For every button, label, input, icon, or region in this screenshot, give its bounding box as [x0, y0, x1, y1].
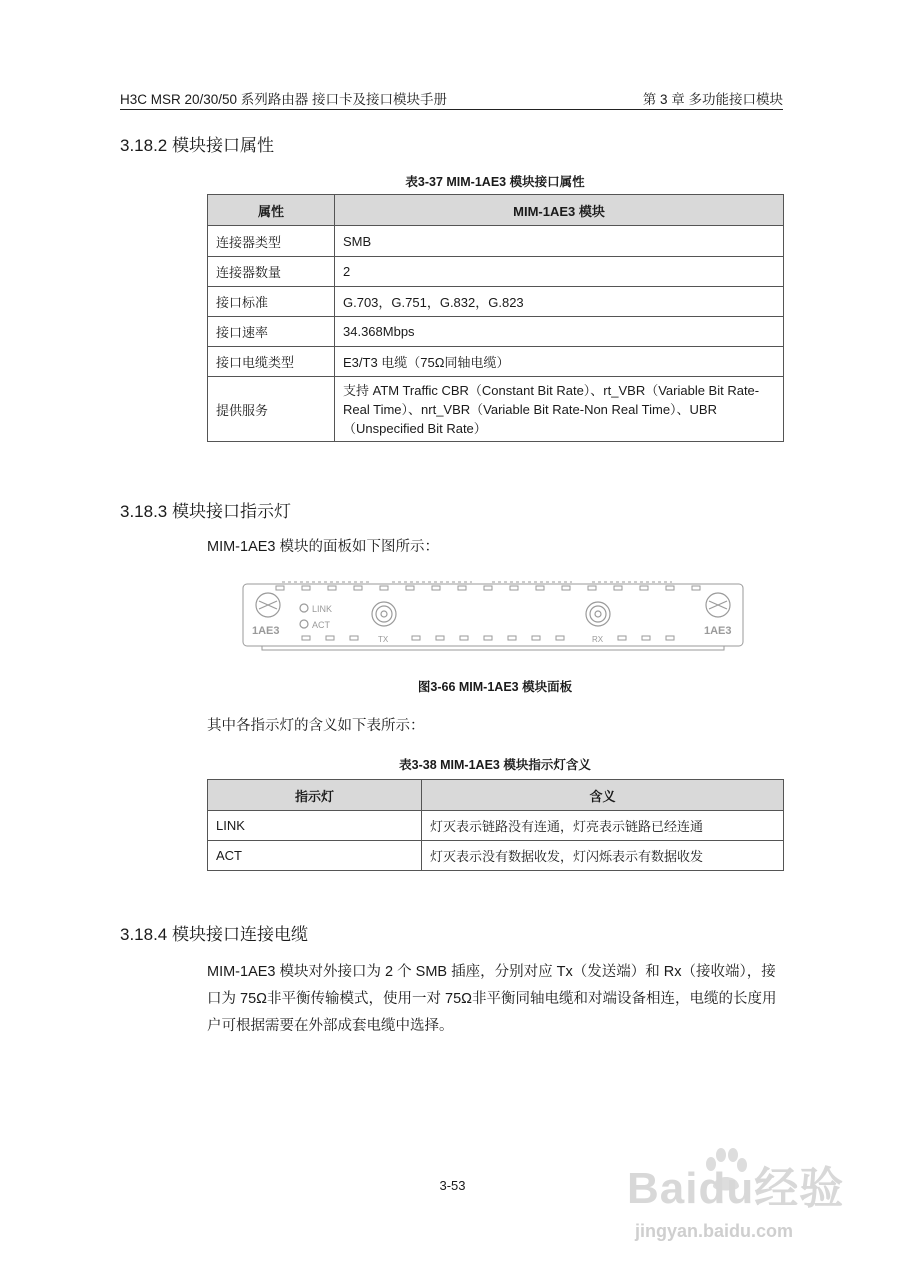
header-chapter: 第 3 章 多功能接口模块 [642, 92, 783, 107]
panel-model-label-right: 1AE3 [704, 625, 732, 637]
row-label: 连接器类型 [208, 226, 335, 257]
column-header: MIM-1AE3 模块 [335, 195, 784, 226]
row-label: 接口标准 [208, 287, 335, 317]
column-header: 属性 [208, 195, 335, 226]
table-caption-3-38: 表3-38 MIM-1AE3 模块指示灯含义 [399, 758, 591, 772]
watermark-brand: Baidu经验 [627, 1164, 845, 1213]
panel-led-link-label: LINK [312, 604, 333, 614]
table-row [208, 347, 784, 377]
section-title-3-18-3: 3.18.3 模块接口指示灯 [120, 502, 291, 521]
table-caption-3-37: 表3-37 MIM-1AE3 模块接口属性 [405, 175, 585, 189]
panel-rx-label: RX [592, 635, 604, 644]
watermark-url: jingyan.baidu.com [635, 1221, 794, 1241]
row-value: 2 [335, 257, 784, 287]
section-title-3-18-4: 3.18.4 模块接口连接电缆 [120, 925, 308, 944]
table-row [208, 226, 784, 257]
page-number: 3-53 [439, 1178, 466, 1193]
module-panel-drawing [242, 578, 744, 652]
row-value: SMB [335, 226, 784, 257]
panel-model-label-left: 1AE3 [252, 625, 280, 637]
module-panel-figure [242, 578, 744, 652]
figure-caption-3-66: 图3-66 MIM-1AE3 模块面板 [417, 680, 573, 694]
column-header: 含义 [422, 780, 784, 811]
left-screw-icon [256, 593, 280, 617]
table-row [208, 377, 784, 442]
column-header: 指示灯 [208, 780, 422, 811]
row-value: 支持 ATM Traffic CBR（Constant Bit Rate）、rt_VBR（Variable Bit Rate-Real Time）、nrt_VBR（Variable Bit Rate-Non Real Time）、UBR（Unspecified Bit Rate） [335, 377, 784, 442]
row-label: 提供服务 [208, 377, 335, 442]
row-value: 灯灭表示链路没有连通，灯亮表示链路已经连通 [422, 811, 784, 841]
panel-led-act-label: ACT [312, 620, 330, 630]
act-led-icon [300, 620, 308, 628]
row-label: 连接器数量 [208, 257, 335, 287]
table-header-row [208, 780, 784, 811]
link-led-icon [300, 604, 308, 612]
rx-connector-icon [586, 602, 610, 626]
table-row [208, 257, 784, 287]
baidu-watermark [627, 1148, 847, 1248]
panel-intro-text: MIM-1AE3 模块的面板如下图所示： [207, 539, 440, 555]
indicator-table [207, 779, 784, 871]
row-value: E3/T3 电缆（75Ω同轴电缆） [335, 347, 784, 377]
right-screw-icon [706, 593, 730, 617]
table-header-row [208, 195, 784, 226]
header-rule [120, 109, 783, 110]
row-label: 接口速率 [208, 317, 335, 347]
row-value: G.703，G.751，G.832，G.823 [335, 287, 784, 317]
table-intro-text: 其中各指示灯的含义如下表所示： [207, 718, 425, 734]
row-label: ACT [208, 841, 422, 871]
page-header [120, 88, 783, 110]
table-row [208, 317, 784, 347]
section-title-3-18-2: 3.18.2 模块接口属性 [120, 136, 274, 155]
panel-tx-label: TX [378, 635, 389, 644]
row-label: LINK [208, 811, 422, 841]
table-row [208, 841, 784, 871]
row-value: 34.368Mbps [335, 317, 784, 347]
tx-connector-icon [372, 602, 396, 626]
header-title: H3C MSR 20/30/50 系列路由器 接口卡及接口模块手册 [120, 92, 448, 107]
table-row [208, 287, 784, 317]
attributes-table [207, 194, 784, 442]
cable-paragraph: MIM-1AE3 模块对外接口为 2 个 SMB 插座，分别对应 Tx（发送端）和 Rx（接收端），接口为 75Ω非平衡传输模式，使用一对 75Ω非平衡同轴电缆和对端设备相连，电缆的长度用户可根据需要在外部成套电缆中选择。 [207, 964, 777, 1034]
table-row [208, 811, 784, 841]
row-value: 灯灭表示没有数据收发，灯闪烁表示有数据收发 [422, 841, 784, 871]
row-label: 接口电缆类型 [208, 347, 335, 377]
